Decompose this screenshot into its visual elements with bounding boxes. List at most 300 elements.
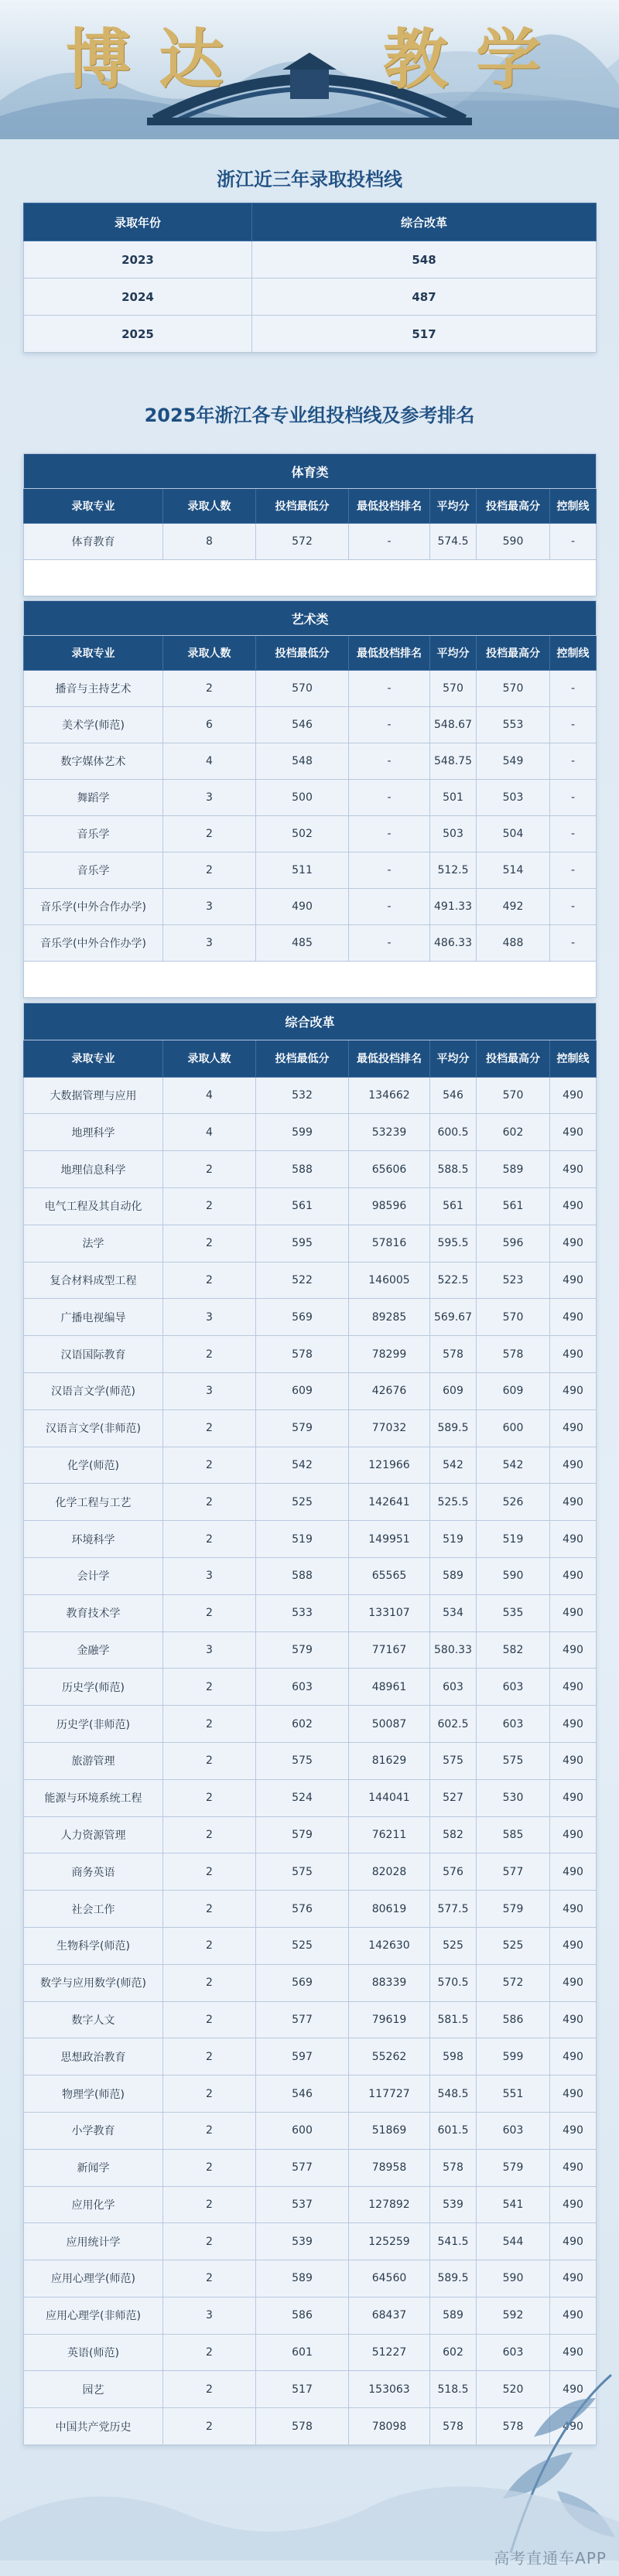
table-cell: 490: [550, 1594, 597, 1631]
table-cell: 中国共产党历史: [24, 2408, 163, 2445]
table-cell: 应用心理学(非师范): [24, 2297, 163, 2334]
table-cell: -: [550, 743, 597, 780]
column-header: 控制线: [550, 636, 597, 671]
table-cell: 42676: [349, 1372, 430, 1409]
table-cell: 2: [163, 1927, 256, 1964]
table-cell: 77167: [349, 1631, 430, 1669]
table-cell: 595: [256, 1225, 349, 1262]
table-cell: 55262: [349, 2038, 430, 2075]
table-cell: 579: [256, 1816, 349, 1853]
table-cell: 490: [550, 1706, 597, 1743]
table-cell: 490: [550, 2149, 597, 2186]
table-cell: -: [349, 889, 430, 925]
table-cell: 588.5: [430, 1151, 477, 1188]
group-card-comprehensive: [23, 1003, 596, 2445]
table-cell: 578: [256, 2408, 349, 2445]
table-cell: 541: [477, 2186, 550, 2223]
banner-title: [0, 8, 619, 97]
table-cell: 490: [550, 2334, 597, 2371]
table-cell: 应用心理学(师范): [24, 2260, 163, 2298]
table-cell: 600: [256, 2112, 349, 2149]
table-cell: 48961: [349, 1669, 430, 1706]
table-cell: 586: [477, 2001, 550, 2038]
table-cell: 2: [163, 2112, 256, 2149]
column-header: 投档最高分: [477, 1040, 550, 1077]
table-cell: 化学工程与工艺: [24, 1484, 163, 1521]
table-cell: 548.5: [430, 2075, 477, 2113]
table-cell: 能源与环境系统工程: [24, 1779, 163, 1816]
table-cell: 490: [550, 1336, 597, 1373]
table-cell: 播音与主持艺术: [24, 671, 163, 707]
table-cell: 2: [163, 1742, 256, 1779]
table-cell: 589.5: [430, 2260, 477, 2298]
table-cell: -: [550, 852, 597, 889]
table-cell: -: [349, 925, 430, 962]
table-cell: 485: [256, 925, 349, 962]
table-cell: 576: [256, 1891, 349, 1928]
table-cell: 142641: [349, 1484, 430, 1521]
table-cell: 物理学(师范): [24, 2075, 163, 2113]
table-cell: 570: [430, 671, 477, 707]
table-cell: 503: [477, 780, 550, 816]
table-cell: 609: [430, 1372, 477, 1409]
table-cell: 2: [163, 852, 256, 889]
table-cell: 603: [477, 2334, 550, 2371]
table-cell: 589: [477, 1151, 550, 1188]
header-banner: [0, 0, 619, 139]
table-cell: 519: [430, 1521, 477, 1558]
table-cell: 490: [550, 1557, 597, 1594]
table-cell: 电气工程及其自动化: [24, 1187, 163, 1225]
table-cell: 589: [256, 2260, 349, 2298]
table-row: [24, 316, 597, 353]
column-header: 控制线: [550, 1040, 597, 1077]
table-row: [24, 2149, 597, 2186]
table-cell: 商务英语: [24, 1853, 163, 1891]
table-row: [24, 889, 597, 925]
table-cell: -: [349, 780, 430, 816]
table-cell: 音乐学(中外合作办学): [24, 925, 163, 962]
table-cell: 600.5: [430, 1114, 477, 1151]
table-cell: 490: [550, 1927, 597, 1964]
table-cell: 525: [256, 1927, 349, 1964]
table-cell: 572: [477, 1964, 550, 2001]
table-cell: 82028: [349, 1853, 430, 1891]
table-cell: 舞蹈学: [24, 780, 163, 816]
table-cell: 2: [163, 2001, 256, 2038]
table-cell: 490: [550, 2075, 597, 2113]
table-cell: 539: [430, 2186, 477, 2223]
table-cell: 596: [477, 1225, 550, 1262]
table-cell: 490: [550, 1669, 597, 1706]
table-cell: 3: [163, 889, 256, 925]
table-cell: 578: [256, 1336, 349, 1373]
group-name: 综合改革: [24, 1003, 597, 1040]
table-cell: 78958: [349, 2149, 430, 2186]
column-header: 控制线: [550, 489, 597, 524]
table-cell: -: [550, 671, 597, 707]
table-cell: 603: [477, 1669, 550, 1706]
score-cell: 548: [252, 241, 597, 278]
table-cell: 490: [550, 2260, 597, 2298]
table-cell: 2: [163, 1964, 256, 2001]
table-cell: 51227: [349, 2334, 430, 2371]
table-cell: 134662: [349, 1077, 430, 1114]
table-row: [24, 1779, 597, 1816]
table-cell: 577: [256, 2149, 349, 2186]
table-cell: 551: [477, 2075, 550, 2113]
group-name: 艺术类: [24, 601, 597, 636]
column-header: 最低投档排名: [349, 1040, 430, 1077]
table-cell: 537: [256, 2186, 349, 2223]
header-row: [24, 1040, 597, 1077]
table-row: [24, 1372, 597, 1409]
table-row: [24, 1742, 597, 1779]
table-cell: 602: [430, 2334, 477, 2371]
table-cell: -: [349, 671, 430, 707]
table-cell: 539: [256, 2223, 349, 2260]
table-row: [24, 1557, 597, 1594]
table-cell: 6: [163, 707, 256, 743]
table-cell: 新闻学: [24, 2149, 163, 2186]
table-cell: 76211: [349, 1816, 430, 1853]
table-row: [24, 1299, 597, 1336]
table-cell: 英语(师范): [24, 2334, 163, 2371]
table-cell: 142630: [349, 1927, 430, 1964]
table-cell: 2: [163, 1484, 256, 1521]
table-cell: 2: [163, 1187, 256, 1225]
table-cell: 572: [256, 524, 349, 560]
table-cell: 2: [163, 1779, 256, 1816]
table-row: [24, 2112, 597, 2149]
table-cell: 数字媒体艺术: [24, 743, 163, 780]
table-cell: 602: [477, 1114, 550, 1151]
table-row: [24, 1891, 597, 1928]
table-row: [24, 1114, 597, 1151]
table-cell: 579: [256, 1631, 349, 1669]
group-spacer: [24, 962, 597, 998]
table-cell: 65606: [349, 1151, 430, 1188]
table-cell: 121966: [349, 1447, 430, 1484]
table-cell: 490: [550, 1891, 597, 1928]
table-cell: 127892: [349, 2186, 430, 2223]
table-cell: 511: [256, 852, 349, 889]
column-header: 平均分: [430, 636, 477, 671]
column-header: 录取年份: [24, 203, 252, 241]
column-header: 录取专业: [24, 636, 163, 671]
table-cell: 应用化学: [24, 2186, 163, 2223]
history-table-card: [23, 203, 596, 353]
table-row: [24, 1336, 597, 1373]
table-cell: 146005: [349, 1262, 430, 1299]
table-cell: 65565: [349, 1557, 430, 1594]
table-cell: 2: [163, 2186, 256, 2223]
score-cell: 517: [252, 316, 597, 353]
table-cell: 570: [477, 671, 550, 707]
column-header: 录取人数: [163, 1040, 256, 1077]
table-cell: 503: [430, 816, 477, 852]
table-cell: 579: [477, 2149, 550, 2186]
mountain-bottom-decoration: [0, 2406, 619, 2561]
table-cell: 581.5: [430, 2001, 477, 2038]
table-cell: 117727: [349, 2075, 430, 2113]
table-cell: 486.33: [430, 925, 477, 962]
table-cell: 589: [430, 2297, 477, 2334]
table-cell: 490: [550, 2001, 597, 2038]
table-cell: 490: [550, 2297, 597, 2334]
table-cell: 575: [256, 1853, 349, 1891]
table-cell: -: [550, 524, 597, 560]
table-cell: 569: [256, 1964, 349, 2001]
table-cell: 546: [256, 707, 349, 743]
table-row: [24, 925, 597, 962]
table-cell: 490: [550, 1816, 597, 1853]
banner-char: 教: [383, 21, 449, 97]
table-row: [24, 2260, 597, 2298]
table-cell: 553: [477, 707, 550, 743]
table-cell: 586: [256, 2297, 349, 2334]
table-row: [24, 1631, 597, 1669]
table-cell: 525.5: [430, 1484, 477, 1521]
table-cell: -: [550, 889, 597, 925]
table-cell: 570: [477, 1077, 550, 1114]
table-cell: 2: [163, 1409, 256, 1447]
table-cell: 525: [430, 1927, 477, 1964]
table-cell: 609: [256, 1372, 349, 1409]
table-cell: 561: [256, 1187, 349, 1225]
table-cell: 490: [550, 1742, 597, 1779]
table-cell: 2: [163, 1521, 256, 1558]
table-cell: 569: [256, 1299, 349, 1336]
table-cell: 578: [430, 1336, 477, 1373]
table-cell: 125259: [349, 2223, 430, 2260]
table-cell: 578: [430, 2149, 477, 2186]
table-row: [24, 1187, 597, 1225]
table-row: [24, 1484, 597, 1521]
table-cell: 603: [477, 1706, 550, 1743]
table-cell: -: [349, 707, 430, 743]
table-cell: 2: [163, 1151, 256, 1188]
history-header-row: [24, 203, 597, 241]
table-cell: 541.5: [430, 2223, 477, 2260]
table-cell: 490: [550, 1447, 597, 1484]
column-header: 投档最低分: [256, 489, 349, 524]
table-cell: 490: [550, 1409, 597, 1447]
table-cell: 490: [550, 1299, 597, 1336]
table-cell: 504: [477, 816, 550, 852]
table-cell: 2: [163, 671, 256, 707]
banner-char: 博: [66, 21, 132, 97]
table-row: [24, 1669, 597, 1706]
table-cell: 美术学(师范): [24, 707, 163, 743]
table-row: [24, 2038, 597, 2075]
table-cell: 577.5: [430, 1891, 477, 1928]
table-cell: 490: [550, 2408, 597, 2445]
table-cell: 2: [163, 2223, 256, 2260]
table-cell: 金融学: [24, 1631, 163, 1669]
table-row: [24, 1594, 597, 1631]
table-cell: 570: [256, 671, 349, 707]
table-cell: 490: [550, 1964, 597, 2001]
table-cell: 602.5: [430, 1706, 477, 1743]
table-cell: 体育教育: [24, 524, 163, 560]
table-cell: 548.75: [430, 743, 477, 780]
column-header: 平均分: [430, 1040, 477, 1077]
table-cell: 4: [163, 743, 256, 780]
table-cell: 广播电视编导: [24, 1299, 163, 1336]
table-cell: 复合材料成型工程: [24, 1262, 163, 1299]
table-cell: 2: [163, 1336, 256, 1373]
table-cell: 525: [256, 1484, 349, 1521]
table-cell: 601: [256, 2334, 349, 2371]
table-cell: -: [349, 743, 430, 780]
column-header: 录取人数: [163, 489, 256, 524]
table-cell: 599: [256, 1114, 349, 1151]
table-cell: 50087: [349, 1706, 430, 1743]
table-cell: 2: [163, 2408, 256, 2445]
table-cell: 64560: [349, 2260, 430, 2298]
table-cell: 2: [163, 1594, 256, 1631]
table-cell: 500: [256, 780, 349, 816]
table-cell: 490: [550, 2186, 597, 2223]
table-cell: 2: [163, 2371, 256, 2408]
table-cell: 2: [163, 1853, 256, 1891]
table-cell: 89285: [349, 1299, 430, 1336]
table-cell: -: [550, 816, 597, 852]
table-cell: 98596: [349, 1187, 430, 1225]
table-row: [24, 1964, 597, 2001]
table-cell: 574.5: [430, 524, 477, 560]
table-cell: 569.67: [430, 1299, 477, 1336]
table-cell: -: [550, 707, 597, 743]
table-cell: 3: [163, 2297, 256, 2334]
group-table: [23, 453, 597, 596]
column-header: 最低投档排名: [349, 636, 430, 671]
table-cell: 590: [477, 2260, 550, 2298]
table-cell: 2: [163, 2075, 256, 2113]
table-cell: 590: [477, 524, 550, 560]
table-cell: 园艺: [24, 2371, 163, 2408]
table-cell: 546: [256, 2075, 349, 2113]
table-row: [24, 2186, 597, 2223]
table-cell: 542: [256, 1447, 349, 1484]
table-cell: 78299: [349, 1336, 430, 1373]
table-cell: 3: [163, 780, 256, 816]
table-cell: 525: [477, 1927, 550, 1964]
table-cell: 应用统计学: [24, 2223, 163, 2260]
table-cell: 548.67: [430, 707, 477, 743]
history-title: 浙江近三年录取投档线: [217, 169, 402, 190]
table-cell: -: [349, 816, 430, 852]
table-cell: 490: [550, 1262, 597, 1299]
table-row: [24, 780, 597, 816]
table-cell: 575: [430, 1742, 477, 1779]
table-cell: 490: [550, 1853, 597, 1891]
banner-char: 学: [476, 21, 542, 97]
column-header: 投档最低分: [256, 636, 349, 671]
table-row: [24, 2297, 597, 2334]
table-cell: -: [550, 925, 597, 962]
table-row: [24, 1927, 597, 1964]
table-cell: 533: [256, 1594, 349, 1631]
table-cell: 579: [256, 1409, 349, 1447]
table-cell: 490: [550, 1225, 597, 1262]
column-header: 录取人数: [163, 636, 256, 671]
column-header: 投档最高分: [477, 636, 550, 671]
table-cell: 582: [477, 1631, 550, 1669]
majors-title: 2025年浙江各专业组投档线及参考排名: [144, 405, 475, 426]
table-cell: 490: [550, 1521, 597, 1558]
table-row: [24, 278, 597, 316]
table-cell: 519: [477, 1521, 550, 1558]
table-cell: 社会工作: [24, 1891, 163, 1928]
table-cell: 576: [430, 1853, 477, 1891]
header-row: [24, 636, 597, 671]
table-cell: 527: [430, 1779, 477, 1816]
table-row: [24, 1225, 597, 1262]
table-cell: 609: [477, 1372, 550, 1409]
table-cell: 2: [163, 1891, 256, 1928]
table-cell: 570: [477, 1299, 550, 1336]
header-row: [24, 489, 597, 524]
table-cell: 490: [550, 1077, 597, 1114]
table-cell: 3: [163, 1557, 256, 1594]
table-cell: 603: [256, 1669, 349, 1706]
table-cell: 517: [256, 2371, 349, 2408]
column-header: 投档最低分: [256, 1040, 349, 1077]
table-cell: 51869: [349, 2112, 430, 2149]
table-cell: 音乐学: [24, 852, 163, 889]
table-cell: 592: [477, 2297, 550, 2334]
group-table: [23, 1003, 597, 2445]
table-cell: 512.5: [430, 852, 477, 889]
group-name: 体育类: [24, 454, 597, 489]
table-cell: 534: [430, 1594, 477, 1631]
table-cell: 603: [477, 2112, 550, 2149]
table-cell: 546: [430, 1077, 477, 1114]
table-cell: 2: [163, 816, 256, 852]
table-cell: 490: [550, 1372, 597, 1409]
table-cell: 490: [550, 2112, 597, 2149]
table-cell: 502: [256, 816, 349, 852]
table-cell: 598: [430, 2038, 477, 2075]
table-cell: 2: [163, 1225, 256, 1262]
table-cell: 588: [256, 1557, 349, 1594]
score-cell: 487: [252, 278, 597, 316]
table-cell: 汉语国际教育: [24, 1336, 163, 1373]
table-cell: 491.33: [430, 889, 477, 925]
table-cell: 78098: [349, 2408, 430, 2445]
table-cell: 522: [256, 1262, 349, 1299]
table-cell: 582: [430, 1816, 477, 1853]
table-cell: 542: [477, 1447, 550, 1484]
table-cell: 2: [163, 2260, 256, 2298]
table-cell: 490: [256, 889, 349, 925]
table-cell: 532: [256, 1077, 349, 1114]
table-cell: 575: [477, 1742, 550, 1779]
table-cell: 环境科学: [24, 1521, 163, 1558]
column-header: 录取专业: [24, 1040, 163, 1077]
table-cell: 53239: [349, 1114, 430, 1151]
table-cell: 490: [550, 2371, 597, 2408]
column-header: 录取专业: [24, 489, 163, 524]
table-cell: 602: [256, 1706, 349, 1743]
table-row: [24, 2001, 597, 2038]
table-cell: 522.5: [430, 1262, 477, 1299]
table-row: [24, 2334, 597, 2371]
table-cell: 数字人文: [24, 2001, 163, 2038]
column-header: 最低投档排名: [349, 489, 430, 524]
